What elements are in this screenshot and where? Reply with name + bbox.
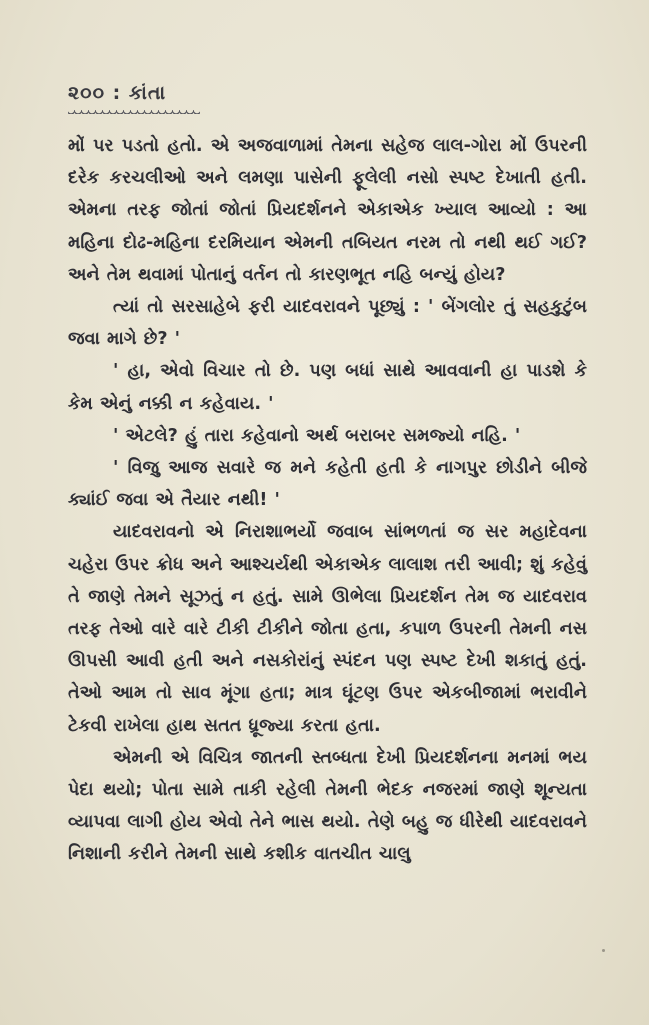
paragraph: ' વિજુ આજ સવારે જ મને કહેતી હતી કે નાગપુર છોડીને બીજે ક્યાંઈ જવા એ તૈયાર નથી! ' bbox=[68, 458, 587, 511]
running-header bbox=[68, 82, 200, 120]
paragraph: ત્યાં તો સરસાહેબે ફરી યાદવરાવને પૂછ્યું : ' બેંગલોર તું સહકુટુંબ જવા માગે છે? ' bbox=[68, 297, 587, 350]
paragraph: ' હા, એવો વિચાર તો છે. પણ બધાં સાથે આવવાની હા પાડશે કે કેમ એનું નક્કી ન કહેવાય. ' bbox=[68, 361, 587, 414]
paper-speck bbox=[602, 949, 605, 952]
paragraph: યાદવરાવનો એ નિરાશાભર્યો જવાબ સાંભળતાં જ સર મહાદેવના ચહેરા ઉપર ક્રોધ અને આશ્ચર્યથી એકાએક લાલાશ તરી આવી; શું કહેવું તે જાણે તેમને સૂઝતું ન હતું. સામે ઊભેલા પ્રિયદર્શન તેમ જ યાદવરાવ તરફ તેઓ વારે વારે ટીકી ટીકીને જોતા હતા, કપાળ ઉપરની તેમની નસ ઊપસી આવી હતી અને નસકોરાંનું સ્પંદન પણ સ્પષ્ટ દેખી શકાતું હતું. તેઓ આમ તો સાવ મૂંગા હતા; માત્ર ઘૂંટણ ઉપર એકબીજામાં ભરાવીને ટેકવી રાખેલા હાથ સતત ધ્રૂજ્યા કરતા હતા. bbox=[68, 522, 587, 736]
paragraph: ' એટલે? હું તારા કહેવાનો અર્થ બરાબર સમજ્યો નહિ. ' bbox=[113, 425, 521, 446]
decorative-wavy-rule bbox=[68, 108, 200, 114]
paragraph: મોં પર પડતો હતો. એ અજવાળામાં તેમના સહેજ લાલ-ગોરા મોં ઉપરની દરેક કરચલીઓ અને લમણા પાસેની ફૂલેલી નસો સ્પષ્ટ દેખાતી હતી. એમના તરફ જોતાં જોતાં પ્રિયદર્શનને એકાએક ખ્યાલ આવ્યો : આ મહિના દોઢ-મહિના દરમિયાન એમની તબિયત નરમ તો નથી થઈ ગઈ? અને તેમ થવામાં પોતાનું વર્તન તો કારણભૂત નહિ બન્યું હોય? bbox=[68, 136, 587, 285]
page-number-title: ૨૦૦ : કાંતા bbox=[68, 82, 167, 104]
paragraph: એમની એ વિચિત્ર જાતની સ્તબ્ધતા દેખી પ્રિયદર્શનના મનમાં ભય પેદા થયો; પોતા સામે તાકી રહેલી તેમની ભેદક નજરમાં જાણે શૂન્યતા વ્યાપવા લાગી હોય એવો તેને ભાસ થયો. તેણે બહુ જ ધીરેથી યાદવરાવને નિશાની કરીને તેમની સાથે કશીક વાતચીત ચાલુ bbox=[68, 747, 587, 865]
body-text bbox=[68, 130, 587, 871]
